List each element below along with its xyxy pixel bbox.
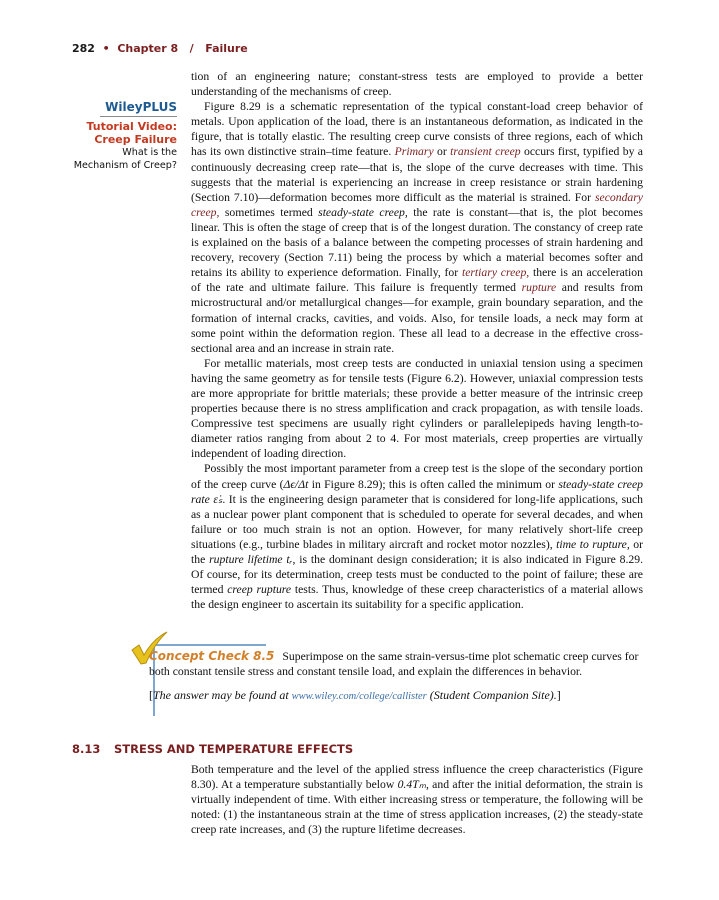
companion-site-link[interactable]: www.wiley.com/college/callister xyxy=(291,691,427,703)
wileyplus-logo: WileyPLUS xyxy=(105,100,177,114)
section-text-block xyxy=(191,762,643,837)
tutorial-video-title[interactable]: Creep Failure xyxy=(94,133,177,146)
concept-check-content xyxy=(149,649,645,704)
term-creep-rupture: creep rupture xyxy=(227,583,292,597)
paragraph-continuation: tion of an engineering nature; constant-stress tests are employed to provide a better understanding of the mechanisms of creep. xyxy=(191,70,643,99)
main-text-block xyxy=(191,69,643,612)
section-number: 8.13 xyxy=(72,742,101,756)
concept-check-box xyxy=(138,634,648,716)
sidebar-divider xyxy=(100,116,177,117)
term-steady-state-creep-rate: steady-state creep rate xyxy=(191,477,643,506)
concept-check-title: Concept Check 8.5 xyxy=(149,649,275,663)
tutorial-subtitle-line1: What is the xyxy=(122,147,177,158)
concept-check-question: Superimpose on the same strain-versus-time plot schematic creep curves for both constant tensile stress and constant tensile load, and explain the differences in behavior. xyxy=(149,650,639,679)
math-melting-temperature: 0.4Tₘ xyxy=(397,778,426,792)
math-strain-rate-ratio: Δϵ/Δt xyxy=(283,477,309,491)
paragraph-creep-tests: For metallic materials, most creep tests are conducted in uniaxial tension using a specimen having the same geometry as for tensile tests (Figure 6.2). However, uniaxial compression tests are more appropriate for brittle materials; these provide a better measure of the intrinsic creep properties because there is no stress amplification and crack propagation, as with tensile loads. Compressive test specimens are usually right cylinders or parallelepipeds having length-to-diameter ratios ranging from about 2 to 4. For most materials, creep properties are virtually independent of loading direction. xyxy=(191,356,643,461)
term-time-to-rupture: time to rupture, xyxy=(556,537,630,551)
wileyplus-sidebar[interactable] xyxy=(40,99,177,172)
term-transient-creep: transient creep xyxy=(450,145,521,159)
term-steady-state-creep: steady-state creep, xyxy=(318,205,408,219)
math-creep-rate-symbol: ε̇ₛ xyxy=(213,492,223,506)
chapter-title: Failure xyxy=(205,42,248,55)
section-title: STRESS AND TEMPERATURE EFFECTS xyxy=(114,742,354,756)
term-tertiary-creep: tertiary creep, xyxy=(461,266,530,280)
header-separator: / xyxy=(189,42,194,55)
chapter-label: Chapter 8 xyxy=(117,42,179,55)
section-heading xyxy=(72,742,353,756)
term-rupture: rupture xyxy=(521,281,557,295)
term-rupture-lifetime: rupture lifetime xyxy=(209,553,283,566)
header-bullet: • xyxy=(102,42,110,55)
running-header xyxy=(72,42,248,55)
tutorial-video-label[interactable]: Tutorial Video: xyxy=(86,120,177,133)
paragraph-creep-parameters: Possibly the most important parameter from a creep test is the slope of the secondary portion of the creep curve (Δϵ/Δt in Figure 8.29); this is often called the minimum or steady-state creep rate ε̇ₛ. It is the engineering design parameter that is considered for long-life applications, such as a nuclear power plant component that is scheduled to operate for several decades, and when failure or too much strain is not an option. However, for many relatively short-life creep situations (e.g., turbine blades in military aircraft and rocket motor nozzles), time to rupture, or the rupture lifetime tᵣ, is the dominant design consideration; it is also indicated in Figure 8.29. Of course, for its determination, creep tests must be conducted to the point of failure; these are termed creep rupture tests. Thus, knowledge of these creep characteristics of a material allows the design engineer to ascertain its suitability for a specific application. xyxy=(191,462,644,612)
term-secondary-creep: secondary creep, xyxy=(191,190,643,219)
concept-check-question-block xyxy=(149,649,645,679)
concept-check-top-rule xyxy=(154,644,266,646)
tutorial-subtitle-line2: Mechanism of Creep? xyxy=(73,160,177,171)
paragraph-stress-temperature: Both temperature and the level of the applied stress influence the creep characteristics (Figure 8.30). At a temperature substantially below 0.4Tₘ, and after the initial deformation, the strain is virtually independent of time. With either increasing stress or temperature, the following will be noted: (1) the instantaneous strain at the time of stress application increases, (2) the steady-state creep rate increases, and (3) the rupture lifetime decreases. xyxy=(191,763,643,837)
math-rupture-lifetime-symbol: tᵣ xyxy=(286,553,293,566)
concept-check-answer: [The answer may be found at www.wiley.com/college/callister (Student Companion Site).] xyxy=(149,688,561,703)
paragraph-creep-stages: Figure 8.29 is a schematic representation of the typical constant-load creep behavior of metals. Upon application of the load, there is an instantaneous deformation, as indicated in the figure, that is totally elastic. The resulting creep curve consists of three regions, each of which has its own distinctive strain–time feature. Primary or transient creep occurs first, typified by a continuously decreasing creep rate—that is, the slope of the curve decreases with time. This suggests that the material is experiencing an increase in creep resistance or strain hardening (Section 7.10)—deformation becomes more difficult as the material is strained. For secondary creep, sometimes termed steady-state creep, the rate is constant—that is, the plot becomes linear. This is often the stage of creep that is of the longest duration. The constancy of creep rate is explained on the basis of a balance between the competing processes of strain hardening and recovery, recovery (Section 7.11) being the process by which a material becomes softer and retains its ability to experience deformation. Finally, for tertiary creep, there is an acceleration of the rate and ultimate failure. This failure is frequently termed rupture and results from microstructural and/or metallurgical changes—for example, grain boundary separation, and the formation of internal cracks, cavities, and voids. Also, for tensile loads, a neck may form at some point within the deformation region. These all lead to a decrease in the effective cross-sectional area and an increase in strain rate. xyxy=(191,100,643,355)
term-primary: Primary xyxy=(394,145,434,159)
page-number: 282 xyxy=(72,42,95,55)
